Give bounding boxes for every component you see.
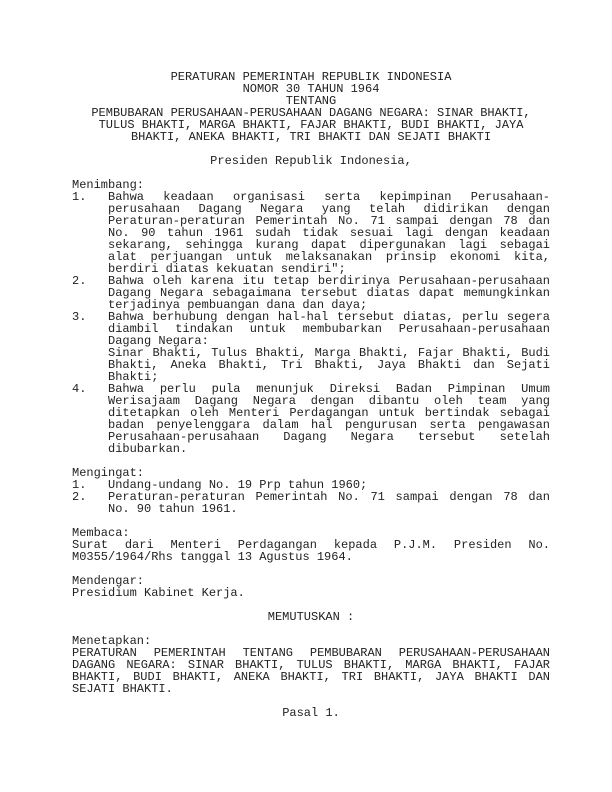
text-line: SEJATI BHAKTI. bbox=[72, 682, 173, 696]
text-line: diambil tindakan untuk membubarkan Perusahaan-perusahaan bbox=[108, 322, 550, 336]
title-line: TENTANG bbox=[285, 94, 337, 108]
text-line: Bahwa berhubung dengan hal-hal tersebut diatas, perlu segera bbox=[108, 310, 550, 324]
text-line: Surat dari Menteri Perdagangan kepada P.J.M. Presiden No. bbox=[72, 538, 550, 552]
text-line: No. 90 tahun 1961. bbox=[108, 502, 238, 516]
text-line: Perusahaan-perusahaan Dagang Negara tersebut setelah bbox=[108, 430, 550, 444]
section-heading: Mendengar: bbox=[72, 574, 145, 588]
blank-line bbox=[72, 515, 550, 527]
text-line: dibubarkan. bbox=[108, 442, 188, 456]
text-line: Dagang Negara: bbox=[108, 334, 209, 348]
list-item bbox=[72, 191, 550, 275]
text-line: Dagang Negara sebagaimana tersebut diatas dapat memungkinkan bbox=[108, 286, 550, 300]
title-line: PERATURAN PEMERINTAH REPUBLIK INDONESIA bbox=[170, 70, 452, 84]
item-number: 1. bbox=[72, 478, 87, 492]
text-line: Undang-undang No. 19 Prp tahun 1960; bbox=[108, 478, 368, 492]
president-line: Presiden Republik Indonesia, bbox=[210, 154, 412, 168]
item-number: 2. bbox=[72, 274, 87, 288]
title-line: NOMOR 30 TAHUN 1964 bbox=[242, 82, 380, 96]
text-line: berdiri diatas kekuatan sendiri"; bbox=[108, 262, 346, 276]
text-line: No. 90 tahun 1961 sudah tidak sesuai lagi dengan keadaan bbox=[108, 226, 550, 240]
text-line: alat perjuangan untuk melaksanakan prinsip ekonomi kita, bbox=[108, 250, 550, 264]
text-line: Peraturan-peraturan Pemerintah No. 71 sampai dengan 78 dan bbox=[108, 214, 550, 228]
text-line: BHAKTI, BUDI BHAKTI, ANEKA BHAKTI, TRI BHAKTI, JAYA BHAKTI DAN bbox=[72, 670, 550, 684]
section-heading: Menetapkan: bbox=[72, 634, 152, 648]
title-line: BHAKTI, ANEKA BHAKTI, TRI BHAKTI DAN SEJATI BHAKTI bbox=[130, 130, 492, 144]
title-line: PEMBUBARAN PERUSAHAAN-PERUSAHAAN DAGANG NEGARA: SINAR BHAKTI, bbox=[91, 106, 531, 120]
text-line: DAGANG NEGARA: SINAR BHAKTI, TULUS BHAKTI, MARGA BHAKTI, FAJAR bbox=[72, 658, 550, 672]
article-heading: Pasal 1. bbox=[282, 706, 340, 720]
text-line: badan penyelenggara dalam hal pengurusan serta pengawasan bbox=[108, 418, 550, 432]
text-line: ditetapkan oleh Menteri Perdagangan untuk bertindak sebagai bbox=[108, 406, 550, 420]
decision-heading: MEMUTUSKAN : bbox=[267, 610, 355, 624]
text-line: Peraturan-peraturan Pemerintah No. 71 sampai dengan 78 dan bbox=[108, 490, 550, 504]
section-heading: Membaca: bbox=[72, 526, 130, 540]
text-line: Werisajaam Dagang Negara dengan dibantu oleh team yang bbox=[108, 394, 550, 408]
text-line: Bhakti; bbox=[108, 370, 159, 384]
title-line: TULUS BHAKTI, MARGA BHAKTI, FAJAR BHAKTI, BUDI BHAKTI, JAYA bbox=[98, 118, 524, 132]
text-line: PERATURAN PEMERINTAH TENTANG PEMBUBARAN PERUSAHAAN-PERUSAHAAN bbox=[72, 646, 550, 660]
text-line: Bahwa keadaan organisasi serta kepimpinan Perusahaan- bbox=[108, 190, 550, 204]
list-item bbox=[72, 383, 550, 455]
item-number: 1. bbox=[72, 190, 87, 204]
section-heading: Menimbang: bbox=[72, 178, 145, 192]
text-line: perusahaan Dagang Negara yang telah didirikan dengan bbox=[108, 202, 550, 216]
text-line: terjadinya pembuangan dana dan daya; bbox=[108, 298, 368, 312]
section-heading: Mengingat: bbox=[72, 466, 145, 480]
text-line: Bahwa oleh karena itu tetap berdirinya Perusahaan-perusahaan bbox=[108, 274, 550, 288]
list-item bbox=[72, 275, 550, 311]
document-page bbox=[72, 71, 550, 719]
item-number: 2. bbox=[72, 490, 87, 504]
text-line: Bahwa perlu pula menunjuk Direksi Badan Pimpinan Umum bbox=[108, 382, 550, 396]
text-line: sekarang, sehingga kurang dapat dipergunakan lagi sebagai bbox=[108, 238, 550, 252]
list-item bbox=[72, 491, 550, 515]
text-line: Sinar Bhakti, Tulus Bhakti, Marga Bhakti, Fajar Bhakti, Budi bbox=[108, 346, 550, 360]
text-line: Bhakti, Aneka Bhakti, Tri Bhakti, Jaya Bhakti dan Sejati bbox=[108, 358, 550, 372]
item-number: 4. bbox=[72, 382, 87, 396]
text-line: Presidium Kabinet Kerja. bbox=[72, 586, 245, 600]
list-item bbox=[72, 311, 550, 383]
item-number: 3. bbox=[72, 310, 87, 324]
text-line: M0355/1964/Rhs tanggal 13 Agustus 1964. bbox=[72, 550, 353, 564]
